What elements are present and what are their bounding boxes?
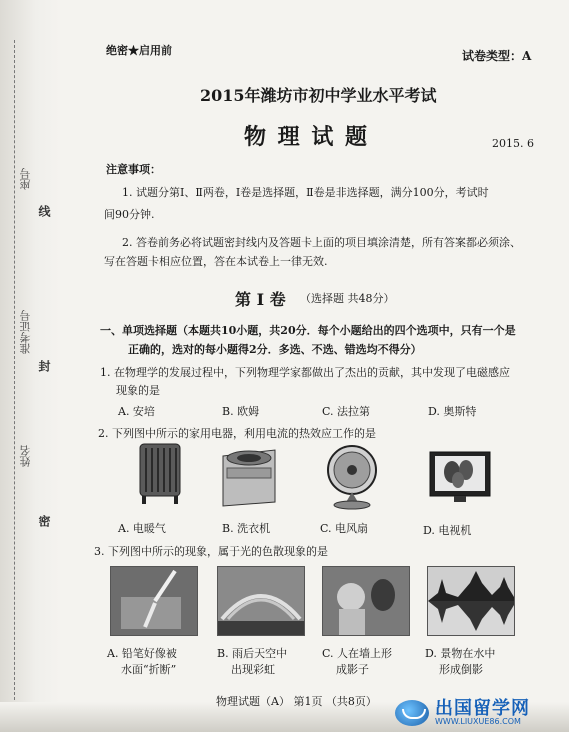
television-image bbox=[428, 450, 492, 504]
exam-no-label: 准考证号 bbox=[19, 310, 32, 354]
notice-item1-line2: 间90分钟. bbox=[104, 208, 155, 221]
q3-option-c: C. 人在墙上形 成影子 bbox=[322, 647, 393, 676]
line-mark: 线 bbox=[37, 205, 51, 217]
rainbow-image bbox=[217, 566, 305, 636]
q2-option-b: B. 洗衣机 bbox=[222, 522, 271, 535]
secrecy-label: 绝密★启用前 bbox=[106, 44, 172, 57]
q1-option-b: B. 欧姆 bbox=[222, 405, 260, 418]
seat-no-label: 座号 bbox=[19, 168, 32, 190]
q3-option-d: D. 景物在水中 形成倒影 bbox=[425, 647, 496, 676]
notice-item2-line1: 2. 答卷前务必将试题密封线内及答题卡上面的项目填涂清楚，所有答案都必须涂、 bbox=[122, 236, 521, 249]
reflection-image bbox=[427, 566, 515, 636]
exam-date: 2015. 6 bbox=[492, 137, 534, 150]
q2-option-d: D. 电视机 bbox=[423, 524, 472, 537]
q1-stem-line1: 1. 在物理学的发展过程中，下列物理学家都做出了杰出的贡献，其中发现了电磁感应 bbox=[100, 366, 510, 379]
exam-title: 2015年潍坊市初中学业水平考试 bbox=[200, 86, 437, 105]
electric-heater-image bbox=[134, 440, 186, 508]
q2-stem: 2. 下列图中所示的家用电器，利用电流的热效应工作的是 bbox=[98, 427, 376, 440]
washing-machine-image bbox=[215, 444, 283, 510]
binding-line bbox=[14, 40, 16, 700]
seal-mark: 封 bbox=[37, 360, 51, 372]
secret-mark: 密 bbox=[37, 515, 51, 527]
shadow-on-wall-image bbox=[322, 566, 410, 636]
section-title: 第 Ⅰ 卷 bbox=[235, 290, 286, 309]
pencil-in-water-image bbox=[110, 566, 198, 636]
name-label: 姓名 bbox=[19, 445, 32, 467]
site-watermark-logo bbox=[395, 698, 563, 728]
notice-item1-line1: 1. 试题分第Ⅰ、Ⅱ两卷，Ⅰ卷是选择题，Ⅱ卷是非选择题，满分100分，考试时 bbox=[122, 186, 489, 199]
q2-option-a: A. 电暖气 bbox=[118, 522, 166, 535]
q1-stem-line2: 现象的是 bbox=[116, 384, 160, 397]
watermark-url: WWW.LIUXUE86.COM bbox=[435, 717, 521, 726]
q3-stem: 3. 下列图中所示的现象，属于光的色散现象的是 bbox=[94, 545, 328, 558]
globe-icon bbox=[395, 700, 429, 726]
q1-option-a: A. 安培 bbox=[118, 405, 155, 418]
q1-option-d: D. 奥斯特 bbox=[428, 405, 477, 418]
paper-type: 试卷类型：A bbox=[462, 49, 532, 63]
watermark-text: 出国留学网 bbox=[435, 698, 530, 719]
electric-fan-image bbox=[323, 444, 381, 510]
section-subtitle: （选择题 共48分） bbox=[300, 292, 395, 305]
q2-option-c: C. 电风扇 bbox=[320, 522, 369, 535]
page-footer: 物理试题（A） 第1页 （共8页） bbox=[216, 695, 377, 708]
q1-option-c: C. 法拉第 bbox=[322, 405, 371, 418]
notice-item2-line2: 写在答题卡相应位置，答在本试卷上一律无效. bbox=[104, 255, 328, 268]
q3-option-b: B. 雨后天空中 出现彩虹 bbox=[217, 647, 288, 676]
part1-heading-line2: 正确的，选对的每小题得2分．多选、不选、错选均不得分） bbox=[128, 343, 422, 356]
q3-option-a: A. 铅笔好像被 水面“折断” bbox=[107, 647, 177, 676]
subject-title: 物 理 试 题 bbox=[244, 124, 369, 150]
notice-heading: 注意事项： bbox=[106, 163, 161, 176]
part1-heading-line1: 一、单项选择题（本题共10小题，共20分．每个小题给出的四个选项中，只有一个是 bbox=[100, 324, 516, 337]
